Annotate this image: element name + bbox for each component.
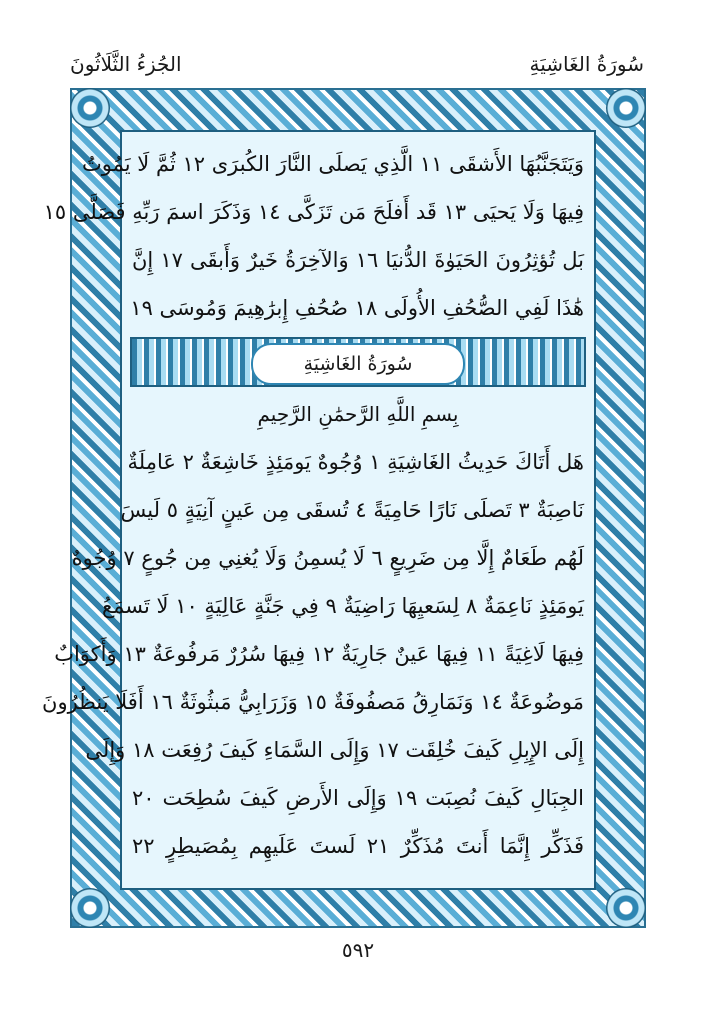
text-line: وَيَتَجَنَّبُهَا الأَشقَى ١١ الَّذِي يَصلَى النَّارَ الكُبرَى ١٢ ثُمَّ لَا يَمُوتُ — [82, 152, 584, 176]
text-line: فَذَكِّر إِنَّمَا أَنتَ مُذَكِّرٌ ٢١ لَستَ عَلَيهِم بِمُصَيطِرٍ ٢٢ — [132, 834, 584, 858]
text-line: مَوضُوعَةٌ ١٤ وَنَمَارِقُ مَصفُوفَةٌ ١٥ وَزَرَابِيُّ مَبثُوثَةٌ ١٦ أَفَلَا يَنظُرُونَ — [42, 690, 584, 714]
juz-title: الجُزءُ الثَّلَاثُونَ — [70, 52, 182, 76]
text-line: الجِبَالِ كَيفَ نُصِبَت ١٩ وَإِلَى الأَرضِ كَيفَ سُطِحَت ٢٠ — [132, 786, 584, 810]
text-line: إِلَى الإِبِلِ كَيفَ خُلِقَت ١٧ وَإِلَى السَّمَاءِ كَيفَ رُفِعَت ١٨ وَإِلَى — [85, 738, 584, 762]
text-line: فِيهَا وَلَا يَحيَى ١٣ قَد أَفلَحَ مَن تَزَكَّى ١٤ وَذَكَرَ اسمَ رَبِّهِ فَصَلَّى ١٥ — [43, 200, 584, 224]
surah-title: سُورَةُ الغَاشِيَةِ — [529, 52, 644, 76]
basmala: بِسمِ اللَّهِ الرَّحمَٰنِ الرَّحِيمِ — [257, 402, 459, 426]
page-number: ٥٩٢ — [341, 938, 375, 962]
text-line: لَهُم طَعَامٌ إِلَّا مِن ضَرِيعٍ ٦ لَا يُسمِنُ وَلَا يُغنِي مِن جُوعٍ ٧ وُجُوهٌ — [71, 546, 584, 570]
surah-banner — [130, 337, 586, 387]
text-line: هَل أَتَاكَ حَدِيثُ الغَاشِيَةِ ١ وُجُوهٌ يَومَئِذٍ خَاشِعَةٌ ٢ عَامِلَةٌ — [127, 450, 584, 474]
corner-ornament-icon — [70, 88, 110, 128]
text-line: يَومَئِذٍ نَاعِمَةٌ ٨ لِسَعيِهَا رَاضِيَةٌ ٩ فِي جَنَّةٍ عَالِيَةٍ ١٠ لَا تَسمَعُ — [101, 594, 584, 618]
corner-ornament-icon — [606, 88, 646, 128]
page-text-area — [42, 130, 596, 890]
text-line: نَاصِبَةٌ ٣ تَصلَى نَارًا حَامِيَةً ٤ تُسقَى مِن عَينٍ آنِيَةٍ ٥ لَيسَ — [120, 498, 584, 522]
surah-banner-title: سُورَةُ الغَاشِيَةِ — [251, 343, 465, 385]
corner-ornament-icon — [606, 888, 646, 928]
text-line: فِيهَا لَاغِيَةً ١١ فِيهَا عَينٌ جَارِيَةٌ ١٢ فِيهَا سُرُرٌ مَرفُوعَةٌ ١٣ وَأَكوَابٌ — [54, 642, 584, 666]
text-line: هَٰذَا لَفِي الصُّحُفِ الأُولَى ١٨ صُحُفِ إِبرَٰهِيمَ وَمُوسَى ١٩ — [130, 296, 584, 320]
corner-ornament-icon — [70, 888, 110, 928]
text-line: بَل تُؤثِرُونَ الحَيَوٰةَ الدُّنيَا ١٦ وَالآخِرَةُ خَيرٌ وَأَبقَى ١٧ إِنَّ — [132, 248, 584, 272]
